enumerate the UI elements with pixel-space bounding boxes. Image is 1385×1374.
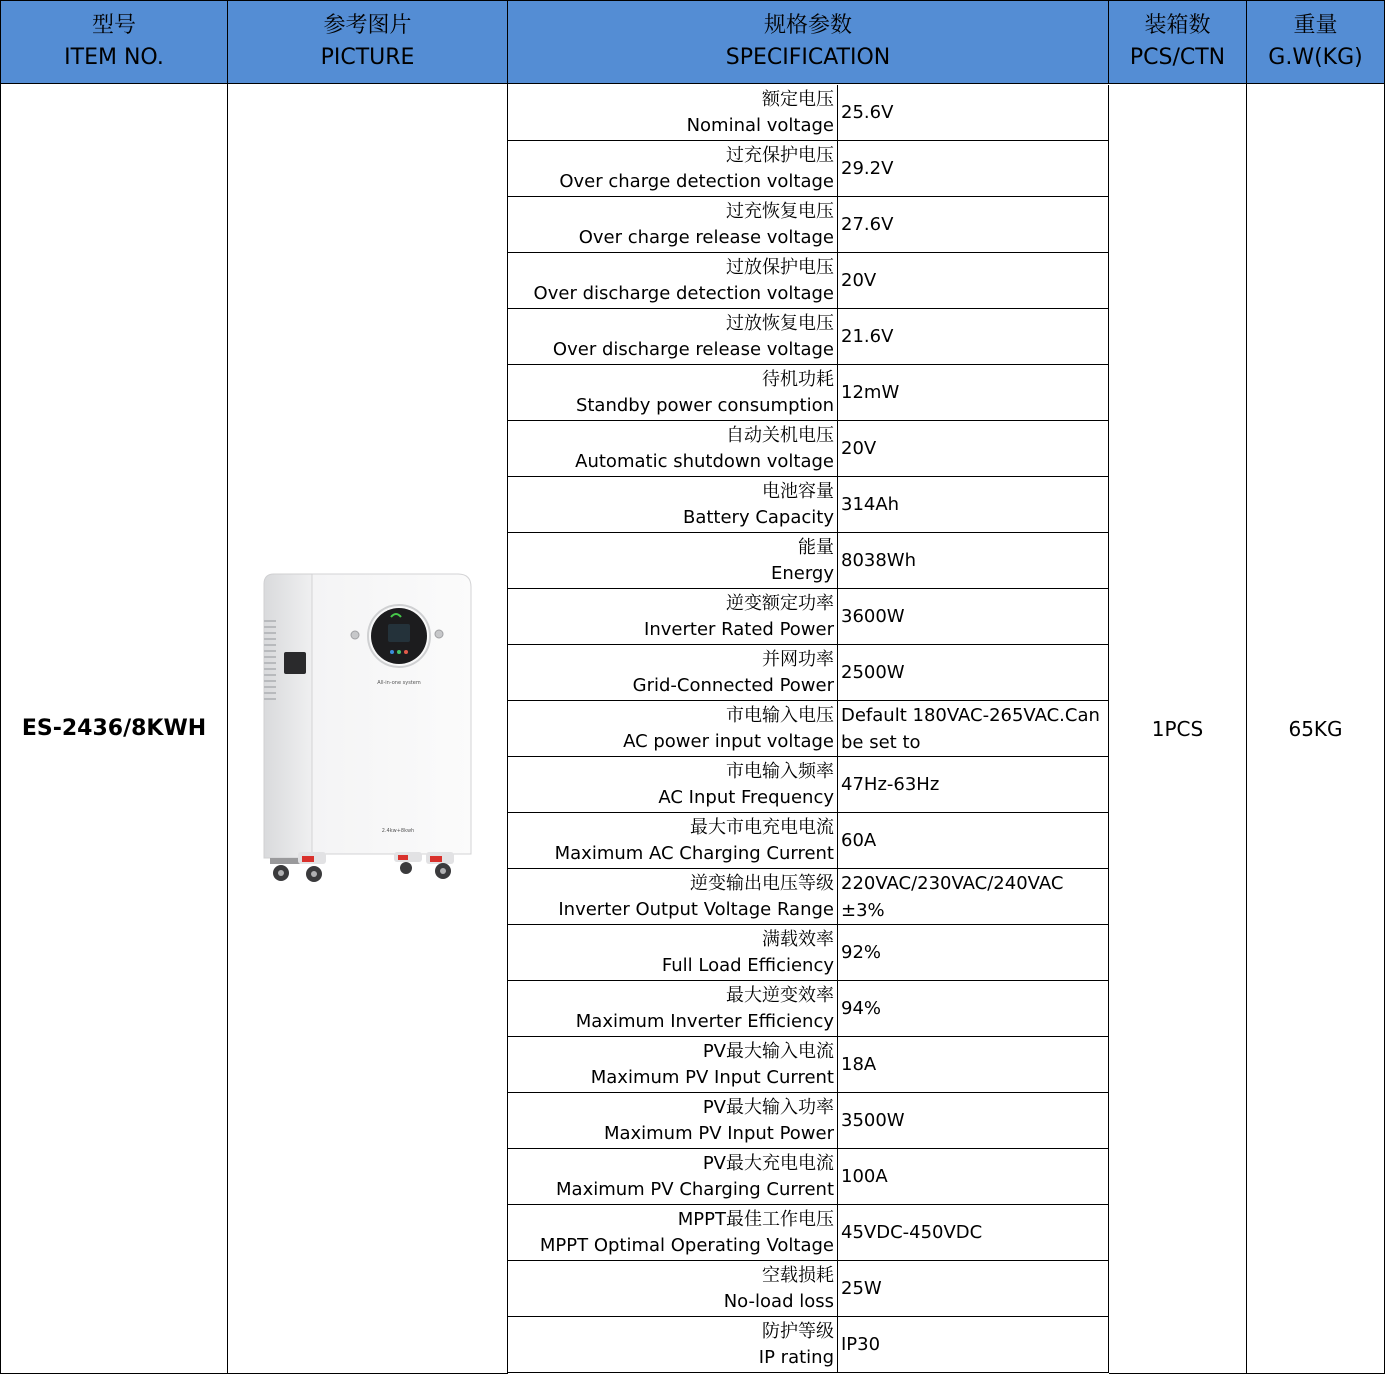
spec-label-cn: 自动关机电压 xyxy=(726,424,834,446)
spec-value: 29.2V xyxy=(841,158,894,179)
spec-value: 314Ah xyxy=(841,494,900,515)
spec-label-en: Full Load Efficiency xyxy=(661,954,834,976)
spec-value-cell xyxy=(838,1205,1109,1261)
spec-value: 20V xyxy=(841,438,877,459)
header-item-no-en: ITEM NO. xyxy=(64,45,164,70)
spec-label-en: Over discharge release voltage xyxy=(552,338,834,360)
spec-label-en: Energy xyxy=(770,562,834,584)
spec-label-en: Battery Capacity xyxy=(682,506,834,528)
spec-label-cell xyxy=(507,1149,838,1205)
header-weight-cn: 重量 xyxy=(1293,13,1338,38)
spec-value: 220VAC/230VAC/240VAC±3% xyxy=(841,872,1064,921)
spec-label-cn: 最大逆变效率 xyxy=(726,984,834,1006)
spec-label-cn: 空载损耗 xyxy=(762,1264,834,1286)
spec-label-en: Inverter Rated Power xyxy=(644,618,834,640)
spec-value-cell xyxy=(838,813,1109,869)
spec-value: 60A xyxy=(841,830,877,851)
spec-value: 3600W xyxy=(841,606,905,627)
picture-cell xyxy=(228,84,508,1374)
spec-label-en: Over charge detection voltage xyxy=(559,170,834,192)
spec-label-cell xyxy=(507,925,838,981)
spec-label-cn: 过充保护电压 xyxy=(726,144,834,166)
header-picture-cn: 参考图片 xyxy=(323,13,412,38)
spec-value-cell xyxy=(838,533,1109,589)
spec-label-cell xyxy=(507,981,838,1037)
spec-label-en: Automatic shutdown voltage xyxy=(575,450,834,472)
spec-label-cell xyxy=(507,1261,838,1317)
header-picture-en: PICTURE xyxy=(320,45,415,70)
spec-value-cell xyxy=(838,253,1109,309)
spec-label-en: Maximum AC Charging Current xyxy=(554,842,834,864)
spec-label-cell xyxy=(507,365,838,421)
spec-value: 45VDC-450VDC xyxy=(841,1222,983,1243)
spec-label-cell xyxy=(507,869,838,925)
header-item-no xyxy=(0,0,228,84)
spec-value-cell xyxy=(838,1093,1109,1149)
spec-label-cell xyxy=(507,1093,838,1149)
spec-label-cn: 最大市电充电电流 xyxy=(690,816,834,838)
spec-value-cell xyxy=(838,925,1109,981)
spec-value: IP30 xyxy=(841,1334,881,1355)
spec-label-cn: 过放恢复电压 xyxy=(726,312,834,334)
header-weight-en: G.W(KG) xyxy=(1268,45,1363,70)
spec-value: 18A xyxy=(841,1054,877,1075)
spec-label-cn: 电池容量 xyxy=(762,480,834,502)
spec-label-cell xyxy=(507,589,838,645)
spec-label-cn: 满载效率 xyxy=(762,928,834,950)
spec-value: 3500W xyxy=(841,1110,905,1131)
spec-label-cell xyxy=(507,309,838,365)
spec-label-cn: PV最大输入功率 xyxy=(702,1096,834,1118)
spec-value-cell xyxy=(838,1261,1109,1317)
spec-label-cn: 过放保护电压 xyxy=(726,256,834,278)
spec-value-cell xyxy=(838,981,1109,1037)
spec-label-cn: 额定电压 xyxy=(762,88,834,110)
spec-value-cell xyxy=(838,645,1109,701)
spec-label-cn: MPPT最佳工作电压 xyxy=(677,1208,834,1230)
spec-value: 27.6V xyxy=(841,214,894,235)
pcs-value: 1PCS xyxy=(1151,716,1204,741)
spec-value: 2500W xyxy=(841,662,905,683)
spec-value: 25.6V xyxy=(841,102,894,123)
header-specification-en: SPECIFICATION xyxy=(725,45,891,70)
spec-label-cell xyxy=(507,701,838,757)
spec-value-cell xyxy=(838,1149,1109,1205)
spec-value-cell xyxy=(838,701,1109,757)
header-item-no-cn: 型号 xyxy=(91,13,136,38)
spec-label-en: Maximum PV Input Power xyxy=(603,1122,834,1144)
spec-value-cell xyxy=(838,1317,1109,1373)
spec-label-cell xyxy=(507,253,838,309)
spec-label-cn: 市电输入频率 xyxy=(726,760,834,782)
product-image xyxy=(228,84,508,1374)
spec-label-cn: 防护等级 xyxy=(762,1320,834,1342)
spec-value: 8038Wh xyxy=(841,550,917,571)
spec-label-cn: 过充恢复电压 xyxy=(726,200,834,222)
spec-label-cn: 市电输入电压 xyxy=(726,704,834,726)
spec-value: 94% xyxy=(841,998,882,1019)
spec-label-cell xyxy=(507,197,838,253)
spec-label-en: No-load loss xyxy=(723,1290,834,1312)
spec-label-cn: 逆变额定功率 xyxy=(726,592,834,614)
spec-label-en: Over discharge detection voltage xyxy=(533,282,834,304)
spec-label-en: Standby power consumption xyxy=(575,394,834,416)
model-number: ES-2436/8KWH xyxy=(21,716,207,741)
spec-label-cell xyxy=(507,1037,838,1093)
item-no-cell xyxy=(0,84,228,1374)
spec-label-en: Maximum Inverter Efficiency xyxy=(575,1010,834,1032)
spec-label-en: Grid-Connected Power xyxy=(632,674,834,696)
spec-label-en: Nominal voltage xyxy=(686,114,834,136)
spec-value: 20V xyxy=(841,270,877,291)
spec-label-cell xyxy=(507,533,838,589)
spec-label-cn: 逆变输出电压等级 xyxy=(690,872,834,894)
spec-label-en: IP rating xyxy=(758,1346,834,1368)
spec-label-cell xyxy=(507,421,838,477)
header-specification-cn: 规格参数 xyxy=(763,13,852,38)
pcs-cell xyxy=(1109,84,1247,1374)
spec-value: 92% xyxy=(841,942,882,963)
spec-label-cell xyxy=(507,1317,838,1373)
spec-label-cn: 并网功率 xyxy=(762,648,834,670)
header-specification xyxy=(508,0,1109,84)
spec-value: 100A xyxy=(841,1166,888,1187)
header-pcs-ctn xyxy=(1109,0,1247,84)
product-brand-text: All-in-one system xyxy=(377,680,421,686)
weight-value: 65KG xyxy=(1288,716,1343,741)
spec-label-en: Over charge release voltage xyxy=(578,226,834,248)
spec-label-en: AC Input Frequency xyxy=(658,786,834,808)
spec-value: 21.6V xyxy=(841,326,894,347)
product-badge-text: 2.4kw+8kwh xyxy=(381,828,415,834)
spec-label-cell xyxy=(507,85,838,141)
spec-label-cell xyxy=(507,813,838,869)
header-weight xyxy=(1247,0,1385,84)
spec-label-en: Maximum PV Input Current xyxy=(590,1066,834,1088)
spec-value: 12mW xyxy=(841,382,900,403)
spec-value-cell xyxy=(838,869,1109,925)
spec-label-cn: 待机功耗 xyxy=(762,368,834,390)
spec-label-cn: PV最大输入电流 xyxy=(702,1040,834,1062)
spec-value-cell xyxy=(838,1037,1109,1093)
header-pcs-ctn-cn: 装箱数 xyxy=(1144,13,1211,38)
spec-value-cell xyxy=(838,365,1109,421)
spec-label-cn: PV最大充电电流 xyxy=(702,1152,834,1174)
weight-cell xyxy=(1247,84,1385,1374)
spec-label-en: AC power input voltage xyxy=(623,730,834,752)
spec-label-en: Inverter Output Voltage Range xyxy=(558,898,834,920)
spec-label-en: Maximum PV Charging Current xyxy=(556,1178,834,1200)
spec-value-cell xyxy=(838,309,1109,365)
spec-value-cell xyxy=(838,477,1109,533)
header-picture xyxy=(228,0,508,84)
spec-label-cell xyxy=(507,645,838,701)
spec-value-cell xyxy=(838,85,1109,141)
spec-value-cell xyxy=(838,141,1109,197)
spec-value-cell xyxy=(838,421,1109,477)
spec-label-cn: 能量 xyxy=(798,536,834,558)
spec-value-cell xyxy=(838,197,1109,253)
spec-label-cell xyxy=(507,757,838,813)
spec-value-cell xyxy=(838,757,1109,813)
spec-value: Default 180VAC-265VAC.Can be set to xyxy=(841,704,1100,753)
spec-value: 25W xyxy=(841,1278,882,1299)
spec-label-cell xyxy=(507,1205,838,1261)
spec-label-cell xyxy=(507,141,838,197)
spec-label-cell xyxy=(507,477,838,533)
spec-value: 47Hz-63Hz xyxy=(841,774,940,795)
header-pcs-ctn-en: PCS/CTN xyxy=(1129,45,1226,70)
spec-label-en: MPPT Optimal Operating Voltage xyxy=(539,1234,834,1256)
spec-value-cell xyxy=(838,589,1109,645)
